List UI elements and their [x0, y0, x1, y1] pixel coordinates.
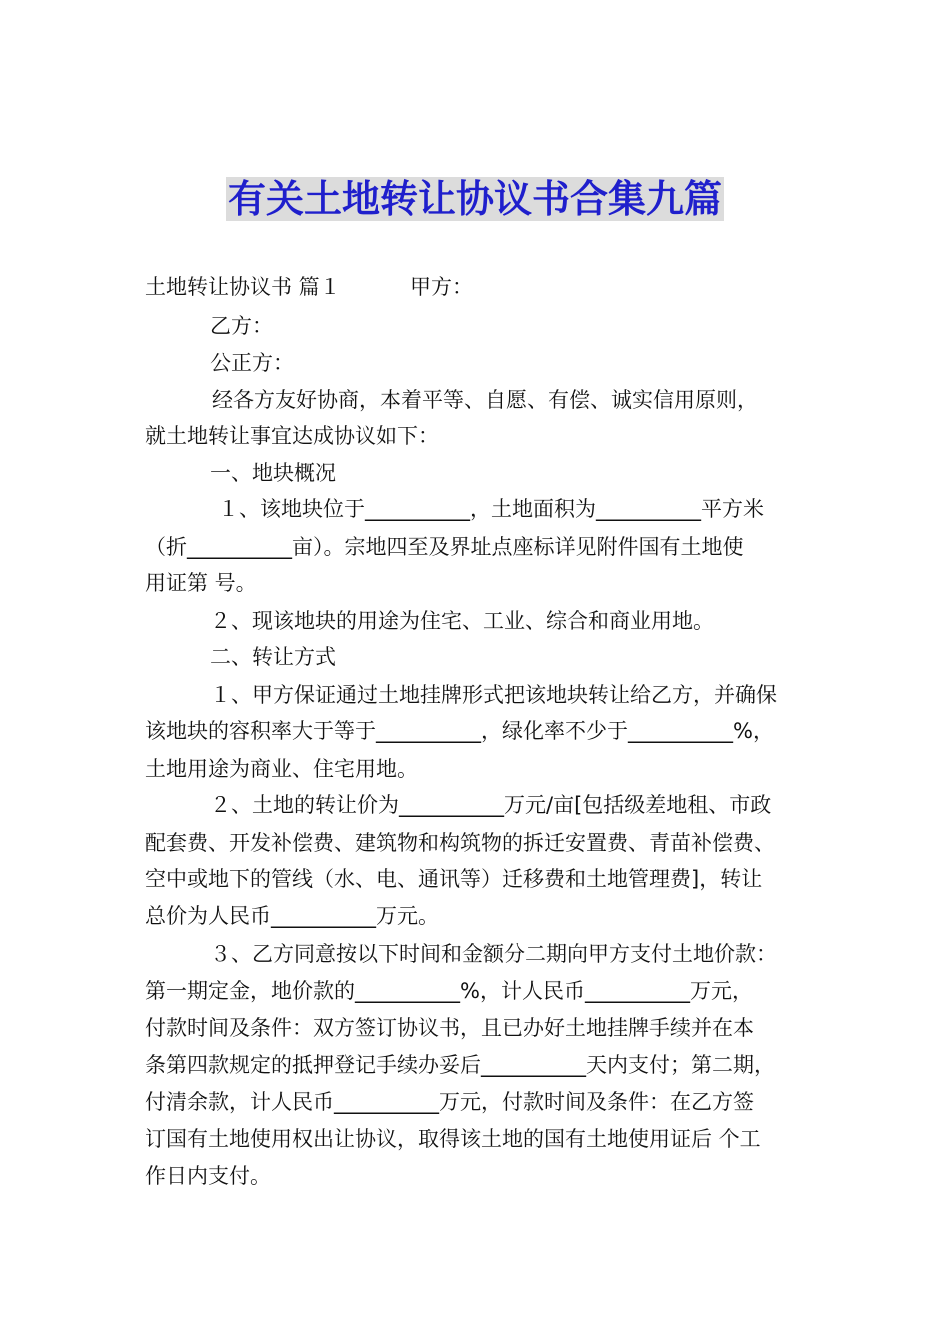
section-heading: 一、地块概况 [210, 461, 336, 485]
section-heading: 二、转让方式 [210, 645, 336, 669]
document-title: 有关土地转让协议书合集九篇 [227, 177, 722, 221]
paragraph-line: 该地块的容积率大于等于__________，绿化率不少于__________%， [145, 719, 774, 743]
paragraph-line: 配套费、开发补偿费、建筑物和构筑物的拆迁安置费、青苗补偿费、 [145, 831, 775, 855]
paragraph-line: （折__________亩）。宗地四至及界址点座标详见附件国有土地使 [145, 535, 744, 559]
paragraph-line: ２、土地的转让价为__________万元/亩[包括级差地租、市政 [210, 793, 772, 817]
paragraph-line: １、该地块位于__________，土地面积为__________平方米 [218, 497, 764, 521]
paragraph-line: 乙方： [210, 314, 273, 338]
paragraph-line: 付清余款，计人民币__________万元，付款时间及条件：在乙方签 [145, 1090, 754, 1114]
paragraph-line: 经各方友好协商，本着平等、自愿、有偿、诚实信用原则， [212, 388, 758, 412]
party-a-label: 甲方： [410, 275, 473, 299]
paragraph-line: 用证第 号。 [145, 571, 257, 595]
paragraph-line: 公正方： [210, 351, 294, 375]
paragraph-line: 订国有土地使用权出让协议，取得该土地的国有土地使用证后 个工 [145, 1127, 761, 1151]
paragraph-line: 作日内支付。 [145, 1164, 271, 1188]
paragraph-line: 第一期定金，地价款的__________%，计人民币__________万元， [145, 979, 753, 1003]
paragraph-line: 付款时间及条件：双方签订协议书，且已办好土地挂牌手续并在本 [145, 1016, 754, 1040]
paragraph-line: 空中或地下的管线（水、电、通讯等）迁移费和土地管理费]，转让 [145, 867, 763, 891]
paragraph-line: 总价为人民币__________万元。 [145, 904, 439, 928]
paragraph-line: １、甲方保证通过土地挂牌形式把该地块转让给乙方，并确保 [210, 683, 777, 707]
paragraph-line: ３、乙方同意按以下时间和金额分二期向甲方支付土地价款： [210, 942, 777, 966]
paragraph-line: 土地转让协议书 篇１ [145, 275, 341, 299]
paragraph-line: 就土地转让事宜达成协议如下： [145, 424, 439, 448]
paragraph-line: 土地用途为商业、住宅用地。 [145, 757, 418, 781]
paragraph-line: 条第四款规定的抵押登记手续办妥后__________天内支付；第二期， [145, 1053, 775, 1077]
paragraph-line: ２、现该地块的用途为住宅、工业、综合和商业用地。 [210, 609, 714, 633]
